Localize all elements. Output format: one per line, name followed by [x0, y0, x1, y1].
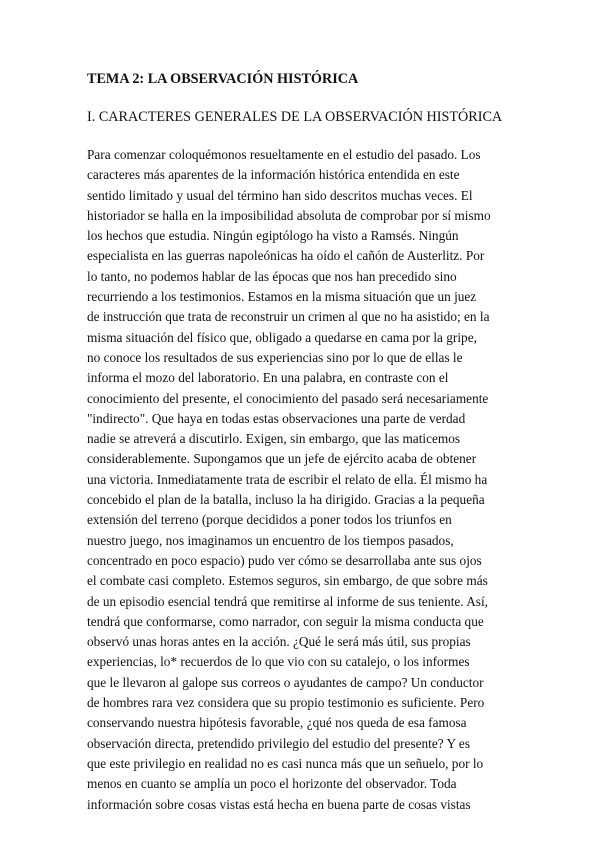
paragraph-line: los hechos que estudia. Ningún egiptólogo ha visto a Ramsés. Ningún — [87, 228, 459, 244]
paragraph-line: especialista en las guerras napoleónicas ha oído el cañón de Austerlitz. Por — [87, 248, 485, 264]
paragraph-line: concentrado en poco espacio) pudo ver cómo se desarrollaba ante sus ojos — [87, 552, 482, 568]
paragraph-line: observó unas horas antes en la acción. ¿Qué le será más útil, sus propias — [87, 634, 471, 650]
paragraph-line: que este privilegio en realidad no es casi nunca más que un señuelo, por lo — [87, 755, 484, 771]
paragraph-line: lo tanto, no podemos hablar de las épocas que nos han precedido sino — [87, 268, 457, 284]
paragraph-line: nuestro juego, nos imaginamos un encuentro de los tiempos pasados, — [87, 532, 454, 548]
paragraph-line: una victoria. Inmediatamente trata de escribir el relato de ella. Él mismo ha — [87, 471, 488, 487]
paragraph-line: extensión del terreno (porque decididos a poner todos los triunfos en — [87, 512, 452, 528]
body-paragraph — [87, 145, 527, 815]
paragraph-line: "indirecto". Que haya en todas estas observaciones una parte de verdad — [87, 410, 466, 426]
paragraph-line: observación directa, pretendido privilegio del estudio del presente? Y es — [87, 735, 471, 751]
paragraph-line: concebido el plan de la batalla, incluso la ha dirigido. Gracias a la pequeña — [87, 492, 485, 508]
paragraph-line: Para comenzar coloquémonos resueltamente en el estudio del pasado. Los — [87, 147, 481, 162]
paragraph-line: tendrá que conformarse, como narrador, con seguir la misma conducta que — [87, 613, 484, 629]
paragraph-line: caracteres más aparentes de la información histórica entendida en este — [87, 167, 460, 183]
paragraph-line: conocimiento del presente, el conocimiento del pasado será necesariamente — [87, 390, 489, 406]
paragraph-line: información sobre cosas vistas está hecha en buena parte de cosas vistas — [87, 796, 471, 812]
paragraph-line: sentido limitado y usual del término han sido descritos muchas veces. El — [87, 187, 473, 203]
document-title: TEMA 2: LA OBSERVACIÓN HISTÓRICA — [87, 71, 359, 87]
paragraph-line: experiencias, lo* recuerdos de lo que vio con su catalejo, o los informes — [87, 654, 470, 670]
paragraph-line: de instrucción que trata de reconstruir un crimen al que no ha asistido; en la — [87, 309, 490, 325]
paragraph-line: nadie se atreverá a discutirlo. Exigen, sin embargo, que las maticemos — [87, 431, 461, 447]
paragraph-line: considerablemente. Supongamos que un jefe de ejército acaba de obtener — [87, 451, 477, 467]
paragraph-line: de hombres rara vez considera que su propio testimonio es suficiente. Pero — [87, 695, 485, 711]
paragraph-line: misma situación del físico que, obligado a quedarse en cama por la gripe, — [87, 329, 477, 345]
paragraph-line: de un episodio esencial tendrá que remitirse al informe de sus teniente. Así, — [87, 593, 489, 609]
paragraph-line: historiador se halla en la imposibilidad absoluta de comprobar por sí mismo — [87, 207, 491, 223]
paragraph-line: el combate casi completo. Estemos seguros, sin embargo, de que sobre más — [87, 573, 488, 589]
paragraph-line: conservando nuestra hipótesis favorable, ¿qué nos queda de esa famosa — [87, 715, 467, 731]
paragraph-line: informa el mozo del laboratorio. En una palabra, en contraste con el — [87, 370, 449, 386]
section-heading: I. CARACTERES GENERALES DE LA OBSERVACIÓN HISTÓRICA — [87, 109, 503, 125]
paragraph-line: menos en cuanto se amplía un poco el horizonte del observador. Toda — [87, 776, 457, 792]
paragraph-line: que le llevaron al galope sus correos o ayudantes de campo? Un conductor — [87, 674, 484, 690]
paragraph-line: recurriendo a los testimonios. Estamos en la misma situación que un juez — [87, 289, 477, 305]
paragraph-line: no conoce los resultados de sus experiencias sino por lo que de ellas le — [87, 349, 463, 365]
